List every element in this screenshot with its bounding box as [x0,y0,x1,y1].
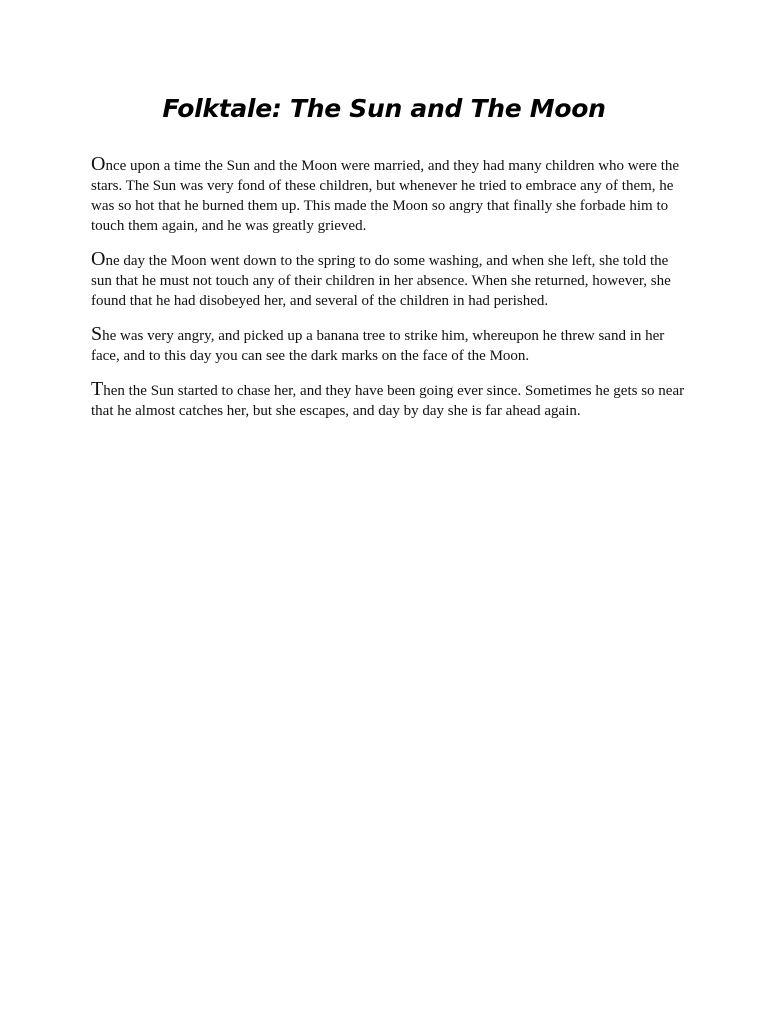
drop-initial: O [91,153,106,175]
paragraph-text: nce upon a time the Sun and the Moon were married, and they had many children who were the stars. The Sun was very fond of these children, but whenever he tried to embrace any of them, he was so hot that he burned them up. This made the Moon so angry that finally she forbade him to touch them again, and he was greatly grieved. [91,158,680,234]
paragraph-3 [91,324,691,366]
paragraph-1 [91,154,691,236]
paragraph-text: hen the Sun started to chase her, and they have been going ever since. Sometimes he gets so near that he almost catches her, but she escapes, and day by day she is far ahead again. [91,383,685,419]
drop-initial: O [91,248,106,270]
paragraph-4 [91,379,691,421]
story-body [91,154,691,434]
paragraph-2 [91,249,691,311]
drop-initial: T [91,378,104,400]
page-title: Folktale: The Sun and The Moon [162,94,606,123]
paragraph-text: ne day the Moon went down to the spring to do some washing, and when she left, she told the sun that he must not touch any of their children in her absence. When she returned, however, she found that he had disobeyed her, and several of the children in had perished. [91,253,671,309]
drop-initial: S [91,323,103,345]
paragraph-text: he was very angry, and picked up a banana tree to strike him, whereupon he threw sand in her face, and to this day you can see the dark marks on the face of the Moon. [91,328,665,364]
